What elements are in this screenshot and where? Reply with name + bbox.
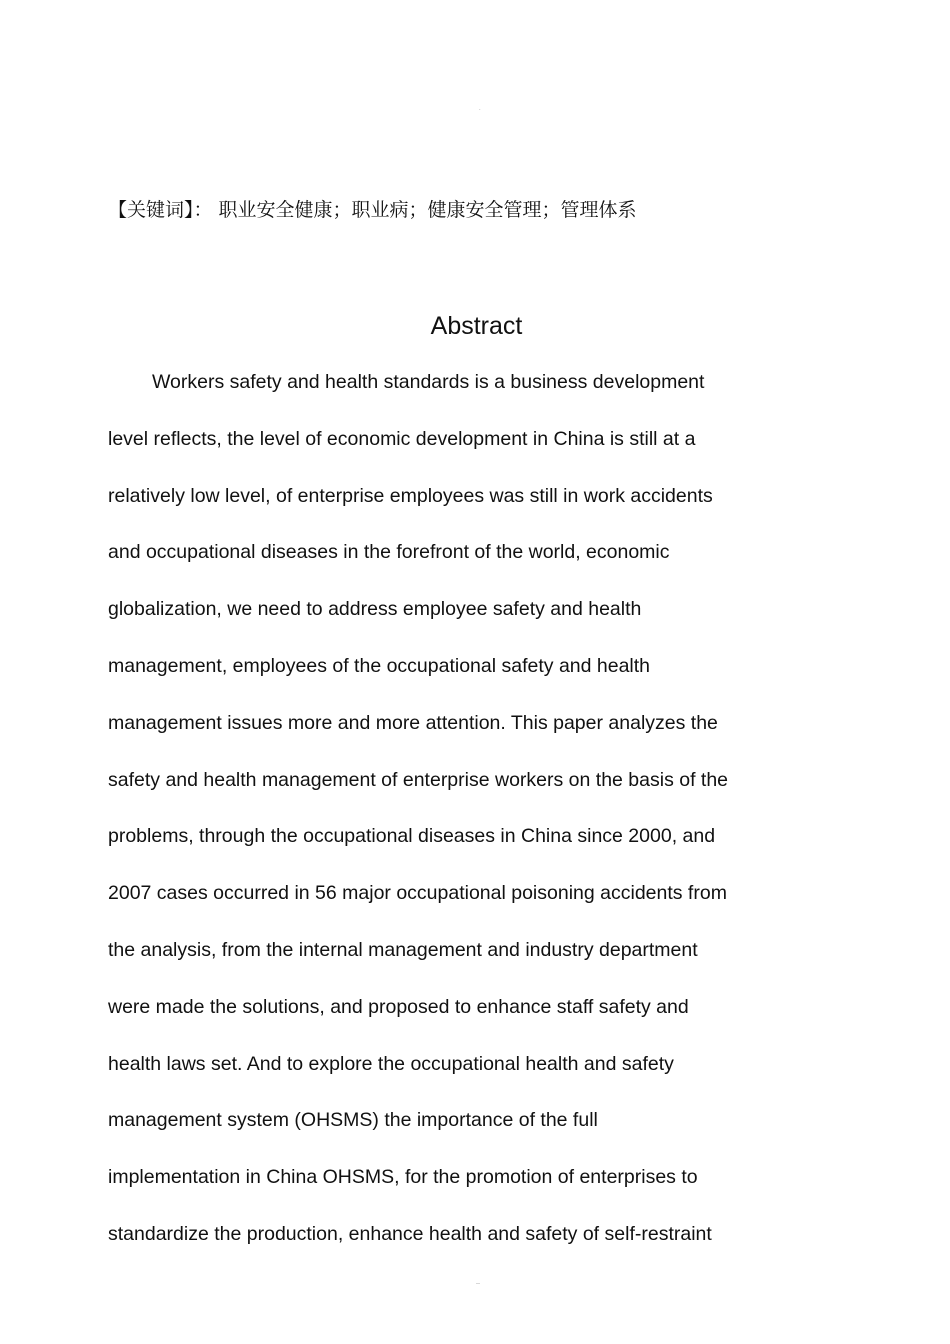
- abstract-line: health laws set. And to explore the occupational health and safety: [108, 1052, 674, 1075]
- abstract-line: 2007 cases occurred in 56 major occupational poisoning accidents from: [108, 882, 727, 905]
- abstract-line: the analysis, from the internal management and industry department: [108, 938, 698, 961]
- abstract-line: level reflects, the level of economic development in China is still at a: [108, 427, 696, 450]
- keywords-line: 【关键词】： 职业安全健康；职业病；健康安全管理；管理体系: [108, 199, 637, 221]
- abstract-line: management issues more and more attention. This paper analyzes the: [108, 711, 718, 734]
- abstract-line: implementation in China OHSMS, for the promotion of enterprises to: [108, 1166, 698, 1189]
- footer-mark: --: [476, 1281, 480, 1287]
- abstract-line: Workers safety and health standards is a business development: [152, 371, 705, 393]
- abstract-heading: Abstract: [430, 312, 523, 340]
- abstract-line: relatively low level, of enterprise employees was still in work accidents: [108, 484, 713, 507]
- abstract-line: were made the solutions, and proposed to enhance staff safety and: [108, 995, 689, 1018]
- abstract-line: management system (OHSMS) the importance of the full: [108, 1109, 598, 1132]
- abstract-body: [108, 368, 768, 1277]
- abstract-line: problems, through the occupational diseases in China since 2000, and: [108, 825, 716, 848]
- abstract-line: safety and health management of enterprise workers on the basis of the: [108, 768, 729, 791]
- abstract-line: standardize the production, enhance health and safety of self-restraint: [108, 1222, 712, 1245]
- abstract-line: management, employees of the occupational safety and health: [108, 654, 651, 677]
- abstract-line: globalization, we need to address employee safety and health: [108, 598, 642, 621]
- abstract-line: and occupational diseases in the forefront of the world, economic: [108, 541, 670, 564]
- header-mark: .: [479, 106, 481, 112]
